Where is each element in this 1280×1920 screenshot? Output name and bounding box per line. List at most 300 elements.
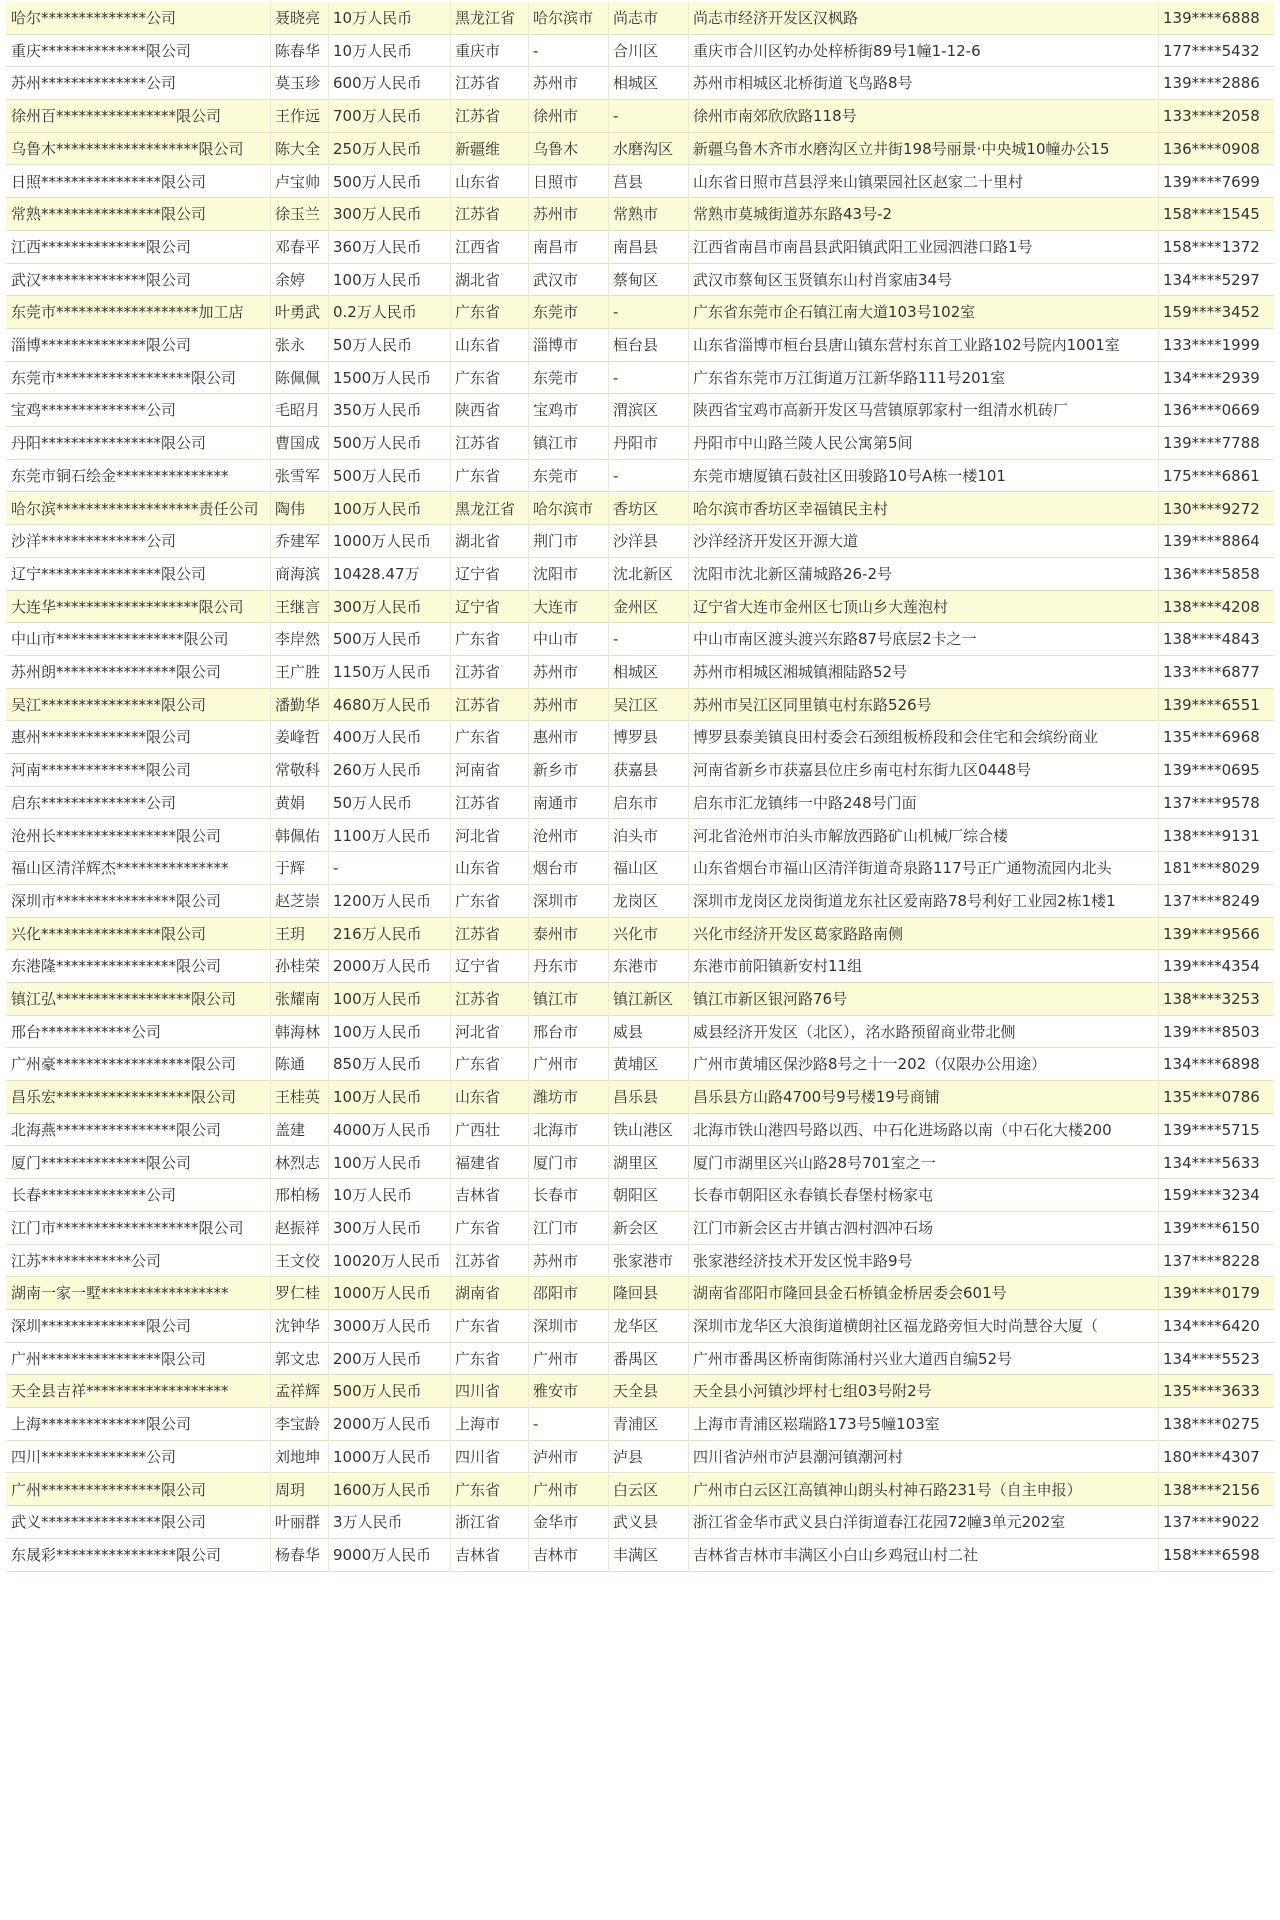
table-row <box>6 623 1274 656</box>
province-cell: 江苏省 <box>450 689 526 722</box>
city-cell: 烟台市 <box>528 852 608 885</box>
city-cell: 广州市 <box>528 1048 608 1081</box>
phone-cell: 177****5432 <box>1158 35 1270 68</box>
province-cell: 福建省 <box>450 1147 526 1180</box>
address-cell: 苏州市相城区湘城镇湘陆路52号 <box>688 656 1150 689</box>
city-cell: 沧州市 <box>528 820 608 853</box>
registered-capital-cell: 10万人民币 <box>328 35 448 68</box>
address-cell: 重庆市合川区钓办处梓桥街89号1幢1-12-6 <box>688 35 1150 68</box>
legal-person-cell: 盖建 <box>270 1114 326 1147</box>
province-cell: 广东省 <box>450 721 526 754</box>
legal-person-cell: 王广胜 <box>270 656 326 689</box>
address-cell: 沈阳市沈北新区蒲城路26-2号 <box>688 558 1150 591</box>
province-cell: 山东省 <box>450 852 526 885</box>
city-cell: 镇江市 <box>528 427 608 460</box>
registered-capital-cell: 200万人民币 <box>328 1343 448 1376</box>
table-row <box>6 1147 1274 1180</box>
district-cell: 获嘉县 <box>608 754 688 787</box>
address-cell: 启东市汇龙镇纬一中路248号门面 <box>688 787 1150 820</box>
company-name-cell: 镇江弘******************限公司 <box>11 990 237 1008</box>
legal-person-cell: 周玥 <box>270 1474 326 1507</box>
registered-capital-cell: 50万人民币 <box>328 329 448 362</box>
registered-capital-cell: 2000万人民币 <box>328 1408 448 1441</box>
address-cell: 辽宁省大连市金州区七顶山乡大莲泡村 <box>688 591 1150 624</box>
table-row <box>6 820 1274 853</box>
phone-cell: 138****9131 <box>1158 820 1270 853</box>
registered-capital-cell: 10428.47万 <box>328 558 448 591</box>
phone-cell: 138****4843 <box>1158 623 1270 656</box>
city-cell: 镇江市 <box>528 983 608 1016</box>
city-cell: 泸州市 <box>528 1441 608 1474</box>
table-row <box>6 1179 1274 1212</box>
province-cell: 辽宁省 <box>450 558 526 591</box>
table-row <box>6 133 1274 166</box>
address-cell: 北海市铁山港四号路以西、中石化进场路以南（中石化大楼200 <box>688 1114 1150 1147</box>
phone-cell: 139****6888 <box>1158 2 1270 35</box>
table-row <box>6 198 1274 231</box>
province-cell: 广东省 <box>450 623 526 656</box>
phone-cell: 139****7788 <box>1158 427 1270 460</box>
company-name-cell: 深圳**************限公司 <box>11 1317 192 1335</box>
city-cell: - <box>528 35 608 68</box>
district-cell: 丹阳市 <box>608 427 688 460</box>
province-cell: 广东省 <box>450 1212 526 1245</box>
registered-capital-cell: 1000万人民币 <box>328 1441 448 1474</box>
phone-cell: 138****3253 <box>1158 983 1270 1016</box>
phone-cell: 159****3452 <box>1158 296 1270 329</box>
district-cell: 武义县 <box>608 1506 688 1539</box>
address-cell: 广州市番禺区桥南街陈涌村兴业大道西自编52号 <box>688 1343 1150 1376</box>
table-row <box>6 1048 1274 1081</box>
address-cell: 广东省东莞市万江街道万江新华路111号201室 <box>688 362 1150 395</box>
city-cell: 东莞市 <box>528 460 608 493</box>
table-row <box>6 2 1274 35</box>
district-cell: 镇江新区 <box>608 983 688 1016</box>
city-cell: 乌鲁木 <box>528 133 608 166</box>
address-cell: 沙洋经济开发区开源大道 <box>688 525 1150 558</box>
legal-person-cell: 罗仁桂 <box>270 1277 326 1310</box>
legal-person-cell: 卢宝帅 <box>270 166 326 199</box>
district-cell: 莒县 <box>608 166 688 199</box>
registered-capital-cell: 260万人民币 <box>328 754 448 787</box>
province-cell: 辽宁省 <box>450 591 526 624</box>
district-cell: 青浦区 <box>608 1408 688 1441</box>
address-cell: 山东省日照市莒县浮来山镇栗园社区赵家二十里村 <box>688 166 1150 199</box>
city-cell: 潍坊市 <box>528 1081 608 1114</box>
province-cell: 重庆市 <box>450 35 526 68</box>
table-row <box>6 754 1274 787</box>
district-cell: 隆回县 <box>608 1277 688 1310</box>
address-cell: 哈尔滨市香坊区幸福镇民主村 <box>688 493 1150 526</box>
registered-capital-cell: 4000万人民币 <box>328 1114 448 1147</box>
phone-cell: 133****1999 <box>1158 329 1270 362</box>
registered-capital-cell: 1600万人民币 <box>328 1474 448 1507</box>
phone-cell: 138****4208 <box>1158 591 1270 624</box>
company-name-cell: 湖南一家一墅***************** <box>11 1284 229 1303</box>
registered-capital-cell: 850万人民币 <box>328 1048 448 1081</box>
address-cell: 尚志市经济开发区汉枫路 <box>688 2 1150 35</box>
legal-person-cell: 刘地坤 <box>270 1441 326 1474</box>
table-row <box>6 852 1274 885</box>
legal-person-cell: 张永 <box>270 329 326 362</box>
address-cell: 江门市新会区古井镇古泗村泗冲石场 <box>688 1212 1150 1245</box>
legal-person-cell: 李岸然 <box>270 623 326 656</box>
province-cell: 新疆维 <box>450 133 526 166</box>
district-cell: 渭滨区 <box>608 394 688 427</box>
company-name-cell: 深圳市****************限公司 <box>11 891 222 910</box>
phone-cell: 136****5858 <box>1158 558 1270 591</box>
table-row <box>6 1016 1274 1049</box>
province-cell: 广东省 <box>450 362 526 395</box>
city-cell: 南昌市 <box>528 231 608 264</box>
legal-person-cell: 商海滨 <box>270 558 326 591</box>
city-cell: 苏州市 <box>528 689 608 722</box>
phone-cell: 138****2156 <box>1158 1474 1270 1507</box>
table-row <box>6 1277 1274 1310</box>
province-cell: 四川省 <box>450 1441 526 1474</box>
address-cell: 常熟市莫城街道苏东路43号-2 <box>688 198 1150 231</box>
company-name-cell: 宝鸡**************公司 <box>11 401 177 420</box>
company-name-cell: 江西**************限公司 <box>11 237 192 256</box>
district-cell: 合川区 <box>608 35 688 68</box>
province-cell: 江苏省 <box>450 427 526 460</box>
city-cell: 哈尔滨市 <box>528 2 608 35</box>
city-cell: 广州市 <box>528 1343 608 1376</box>
address-cell: 张家港经济技术开发区悦丰路9号 <box>688 1245 1150 1278</box>
table-row <box>6 1474 1274 1507</box>
phone-cell: 180****4307 <box>1158 1441 1270 1474</box>
address-cell: 广东省东莞市企石镇江南大道103号102室 <box>688 296 1150 329</box>
registered-capital-cell: 4680万人民币 <box>328 689 448 722</box>
phone-cell: 175****6861 <box>1158 460 1270 493</box>
table-row <box>6 166 1274 199</box>
registered-capital-cell: 300万人民币 <box>328 591 448 624</box>
district-cell: 天全县 <box>608 1375 688 1408</box>
table-row <box>6 1245 1274 1278</box>
phone-cell: 137****9578 <box>1158 787 1270 820</box>
table-row <box>6 1114 1274 1147</box>
table-row <box>6 656 1274 689</box>
registered-capital-cell: 1200万人民币 <box>328 885 448 918</box>
legal-person-cell: 叶勇武 <box>270 296 326 329</box>
phone-cell: 139****7699 <box>1158 166 1270 199</box>
legal-person-cell: 毛昭月 <box>270 394 326 427</box>
province-cell: 广东省 <box>450 1474 526 1507</box>
registered-capital-cell: 250万人民币 <box>328 133 448 166</box>
province-cell: 辽宁省 <box>450 950 526 983</box>
city-cell: 大连市 <box>528 591 608 624</box>
registered-capital-cell: 500万人民币 <box>328 166 448 199</box>
address-cell: 深圳市龙华区大浪街道横朗社区福龙路旁恒大时尚慧谷大厦（ <box>688 1310 1150 1343</box>
registered-capital-cell: 1000万人民币 <box>328 525 448 558</box>
province-cell: 广东省 <box>450 460 526 493</box>
table-row <box>6 1506 1274 1539</box>
city-cell: - <box>528 1408 608 1441</box>
company-name-cell: 东港隆****************限公司 <box>11 957 222 976</box>
registered-capital-cell: 10020万人民币 <box>328 1245 448 1278</box>
province-cell: 上海市 <box>450 1408 526 1441</box>
district-cell: 朝阳区 <box>608 1179 688 1212</box>
city-cell: 北海市 <box>528 1114 608 1147</box>
company-name-cell: 东晟彩****************限公司 <box>11 1545 222 1564</box>
phone-cell: 137****9022 <box>1158 1506 1270 1539</box>
company-name-cell: 江苏************公司 <box>11 1251 162 1270</box>
phone-cell: 158****6598 <box>1158 1539 1270 1572</box>
company-name-cell: 武义****************限公司 <box>11 1513 207 1532</box>
district-cell: 沙洋县 <box>608 525 688 558</box>
legal-person-cell: 林烈志 <box>270 1147 326 1180</box>
address-cell: 苏州市吴江区同里镇屯村东路526号 <box>688 689 1150 722</box>
province-cell: 广东省 <box>450 1310 526 1343</box>
province-cell: 黑龙江省 <box>450 2 526 35</box>
legal-person-cell: 韩海林 <box>270 1016 326 1049</box>
table-row <box>6 329 1274 362</box>
table-row <box>6 983 1274 1016</box>
city-cell: 徐州市 <box>528 100 608 133</box>
legal-person-cell: 陈大全 <box>270 133 326 166</box>
city-cell: 深圳市 <box>528 1310 608 1343</box>
city-cell: 武汉市 <box>528 264 608 297</box>
table-row <box>6 721 1274 754</box>
district-cell: 龙华区 <box>608 1310 688 1343</box>
district-cell: - <box>608 100 688 133</box>
district-cell: 桓台县 <box>608 329 688 362</box>
table-row <box>6 787 1274 820</box>
phone-cell: 138****0275 <box>1158 1408 1270 1441</box>
province-cell: 江苏省 <box>450 1245 526 1278</box>
company-name-cell: 乌鲁木*******************限公司 <box>11 139 244 158</box>
company-name-cell: 中山市*****************限公司 <box>11 630 229 649</box>
company-name-cell: 惠州**************限公司 <box>11 728 192 747</box>
table-row <box>6 35 1274 68</box>
legal-person-cell: 郭文忠 <box>270 1343 326 1376</box>
legal-person-cell: 邓春平 <box>270 231 326 264</box>
city-cell: 泰州市 <box>528 918 608 951</box>
district-cell: 南昌县 <box>608 231 688 264</box>
legal-person-cell: 叶丽群 <box>270 1506 326 1539</box>
company-name-cell: 福山区清洋辉杰*************** <box>11 859 229 878</box>
province-cell: 江苏省 <box>450 67 526 100</box>
phone-cell: 158****1372 <box>1158 231 1270 264</box>
phone-cell: 136****0669 <box>1158 394 1270 427</box>
legal-person-cell: 潘勤华 <box>270 689 326 722</box>
table-row <box>6 264 1274 297</box>
company-name-cell: 东莞市******************限公司 <box>11 368 237 387</box>
city-cell: 丹东市 <box>528 950 608 983</box>
legal-person-cell: 王桂英 <box>270 1081 326 1114</box>
phone-cell: 137****8228 <box>1158 1245 1270 1278</box>
legal-person-cell: 陶伟 <box>270 493 326 526</box>
table-row <box>6 1212 1274 1245</box>
district-cell: 沈北新区 <box>608 558 688 591</box>
province-cell: 山东省 <box>450 1081 526 1114</box>
district-cell: 湖里区 <box>608 1147 688 1180</box>
address-cell: 苏州市相城区北桥街道飞鸟路8号 <box>688 67 1150 100</box>
registered-capital-cell: 100万人民币 <box>328 983 448 1016</box>
address-cell: 徐州市南郊欣欣路118号 <box>688 100 1150 133</box>
legal-person-cell: 赵振祥 <box>270 1212 326 1245</box>
province-cell: 陕西省 <box>450 394 526 427</box>
company-name-cell: 启东**************公司 <box>11 793 177 812</box>
phone-cell: 139****2886 <box>1158 67 1270 100</box>
address-cell: 中山市南区渡头渡兴东路87号底层2卡之一 <box>688 623 1150 656</box>
registered-capital-cell: 500万人民币 <box>328 427 448 460</box>
province-cell: 河北省 <box>450 1016 526 1049</box>
city-cell: 金华市 <box>528 1506 608 1539</box>
company-name-cell: 兴化****************限公司 <box>11 924 207 943</box>
registered-capital-cell: 100万人民币 <box>328 493 448 526</box>
address-cell: 陕西省宝鸡市高新开发区马营镇原郭家村一组清水机砖厂 <box>688 394 1150 427</box>
province-cell: 广东省 <box>450 296 526 329</box>
district-cell: 兴化市 <box>608 918 688 951</box>
district-cell: 东港市 <box>608 950 688 983</box>
phone-cell: 136****0908 <box>1158 133 1270 166</box>
province-cell: 江苏省 <box>450 918 526 951</box>
city-cell: 东莞市 <box>528 296 608 329</box>
phone-cell: 135****6968 <box>1158 721 1270 754</box>
city-cell: 荆门市 <box>528 525 608 558</box>
registered-capital-cell: 216万人民币 <box>328 918 448 951</box>
phone-cell: 139****0179 <box>1158 1277 1270 1310</box>
table-row <box>6 1441 1274 1474</box>
district-cell: 昌乐县 <box>608 1081 688 1114</box>
city-cell: 新乡市 <box>528 754 608 787</box>
company-name-cell: 徐州百****************限公司 <box>11 107 222 126</box>
registered-capital-cell: 0.2万人民币 <box>328 296 448 329</box>
address-cell: 山东省淄博市桓台县唐山镇东营村东首工业路102号院内1001室 <box>688 329 1150 362</box>
legal-person-cell: 徐玉兰 <box>270 198 326 231</box>
province-cell: 湖南省 <box>450 1277 526 1310</box>
legal-person-cell: 黄娟 <box>270 787 326 820</box>
registered-capital-cell: 100万人民币 <box>328 1016 448 1049</box>
city-cell: 苏州市 <box>528 656 608 689</box>
province-cell: 广西壮 <box>450 1114 526 1147</box>
province-cell: 吉林省 <box>450 1179 526 1212</box>
phone-cell: 130****9272 <box>1158 493 1270 526</box>
phone-cell: 134****2939 <box>1158 362 1270 395</box>
district-cell: - <box>608 362 688 395</box>
phone-cell: 139****8864 <box>1158 525 1270 558</box>
phone-cell: 133****2058 <box>1158 100 1270 133</box>
legal-person-cell: 孙桂荣 <box>270 950 326 983</box>
province-cell: 广东省 <box>450 885 526 918</box>
phone-cell: 139****4354 <box>1158 950 1270 983</box>
legal-person-cell: 余婷 <box>270 264 326 297</box>
district-cell: 龙岗区 <box>608 885 688 918</box>
province-cell: 广东省 <box>450 1048 526 1081</box>
district-cell: 相城区 <box>608 656 688 689</box>
phone-cell: 139****9566 <box>1158 918 1270 951</box>
table-row <box>6 394 1274 427</box>
province-cell: 山东省 <box>450 166 526 199</box>
company-name-cell: 重庆**************限公司 <box>11 41 192 60</box>
province-cell: 四川省 <box>450 1375 526 1408</box>
district-cell: 番禺区 <box>608 1343 688 1376</box>
city-cell: 长春市 <box>528 1179 608 1212</box>
table-row <box>6 1081 1274 1114</box>
legal-person-cell: 张耀南 <box>270 983 326 1016</box>
legal-person-cell: 陈春华 <box>270 35 326 68</box>
legal-person-cell: 陈通 <box>270 1048 326 1081</box>
province-cell: 江苏省 <box>450 198 526 231</box>
table-row <box>6 362 1274 395</box>
table-row <box>6 1310 1274 1343</box>
registered-capital-cell: 50万人民币 <box>328 787 448 820</box>
address-cell: 博罗县泰美镇良田村委会石颈组板桥段和会住宅和会缤纷商业 <box>688 721 1150 754</box>
district-cell: 威县 <box>608 1016 688 1049</box>
province-cell: 江苏省 <box>450 100 526 133</box>
phone-cell: 139****0695 <box>1158 754 1270 787</box>
table-row <box>6 1408 1274 1441</box>
address-cell: 兴化市经济开发区葛家路路南侧 <box>688 918 1150 951</box>
district-cell: - <box>608 460 688 493</box>
province-cell: 江苏省 <box>450 983 526 1016</box>
district-cell: - <box>608 623 688 656</box>
address-cell: 深圳市龙岗区龙岗街道龙东社区爱南路78号利好工业园2栋1楼1 <box>688 885 1150 918</box>
table-row <box>6 1539 1274 1572</box>
registered-capital-cell: 500万人民币 <box>328 460 448 493</box>
registered-capital-cell: 100万人民币 <box>328 1081 448 1114</box>
company-name-cell: 厦门**************限公司 <box>11 1153 192 1172</box>
registered-capital-cell: 100万人民币 <box>328 264 448 297</box>
province-cell: 广东省 <box>450 1343 526 1376</box>
company-name-cell: 广州****************限公司 <box>11 1349 207 1368</box>
company-name-cell: 四川**************公司 <box>11 1447 177 1466</box>
address-cell: 浙江省金华市武义县白洋街道春江花园72幢3单元202室 <box>688 1506 1150 1539</box>
city-cell: 江门市 <box>528 1212 608 1245</box>
city-cell: 厦门市 <box>528 1147 608 1180</box>
city-cell: 南通市 <box>528 787 608 820</box>
district-cell: 香坊区 <box>608 493 688 526</box>
table-row <box>6 885 1274 918</box>
company-name-cell: 东莞市*******************加工店 <box>11 303 244 322</box>
legal-person-cell: 李宝龄 <box>270 1408 326 1441</box>
table-row <box>6 493 1274 526</box>
company-name-cell: 广州****************限公司 <box>11 1480 207 1499</box>
legal-person-cell: 于辉 <box>270 852 326 885</box>
phone-cell: 133****6877 <box>1158 656 1270 689</box>
city-cell: 广州市 <box>528 1474 608 1507</box>
company-name-cell: 苏州朗****************限公司 <box>11 663 222 681</box>
province-cell: 江西省 <box>450 231 526 264</box>
phone-cell: 139****6551 <box>1158 689 1270 722</box>
table-row <box>6 231 1274 264</box>
district-cell: - <box>608 296 688 329</box>
registered-capital-cell: 500万人民币 <box>328 623 448 656</box>
phone-cell: 134****5633 <box>1158 1147 1270 1180</box>
province-cell: 河南省 <box>450 754 526 787</box>
registered-capital-cell: 350万人民币 <box>328 394 448 427</box>
address-cell: 四川省泸州市泸县潮河镇潮河村 <box>688 1441 1150 1474</box>
city-cell: 沈阳市 <box>528 558 608 591</box>
phone-cell: 134****6420 <box>1158 1310 1270 1343</box>
legal-person-cell: 莫玉珍 <box>270 67 326 100</box>
city-cell: 淄博市 <box>528 329 608 362</box>
phone-cell: 134****5297 <box>1158 264 1270 297</box>
table-row <box>6 591 1274 624</box>
legal-person-cell: 王作远 <box>270 100 326 133</box>
legal-person-cell: 韩佩佑 <box>270 820 326 853</box>
address-cell: 广州市黄埔区保沙路8号之十一202（仅限办公用途） <box>688 1048 1150 1081</box>
city-cell: 苏州市 <box>528 1245 608 1278</box>
legal-person-cell: 邢柏杨 <box>270 1179 326 1212</box>
address-cell: 河南省新乡市获嘉县位庄乡南屯村东街九区0448号 <box>688 754 1150 787</box>
phone-cell: 159****3234 <box>1158 1179 1270 1212</box>
province-cell: 浙江省 <box>450 1506 526 1539</box>
district-cell: 铁山港区 <box>608 1114 688 1147</box>
phone-cell: 139****8503 <box>1158 1016 1270 1049</box>
phone-cell: 135****0786 <box>1158 1081 1270 1114</box>
